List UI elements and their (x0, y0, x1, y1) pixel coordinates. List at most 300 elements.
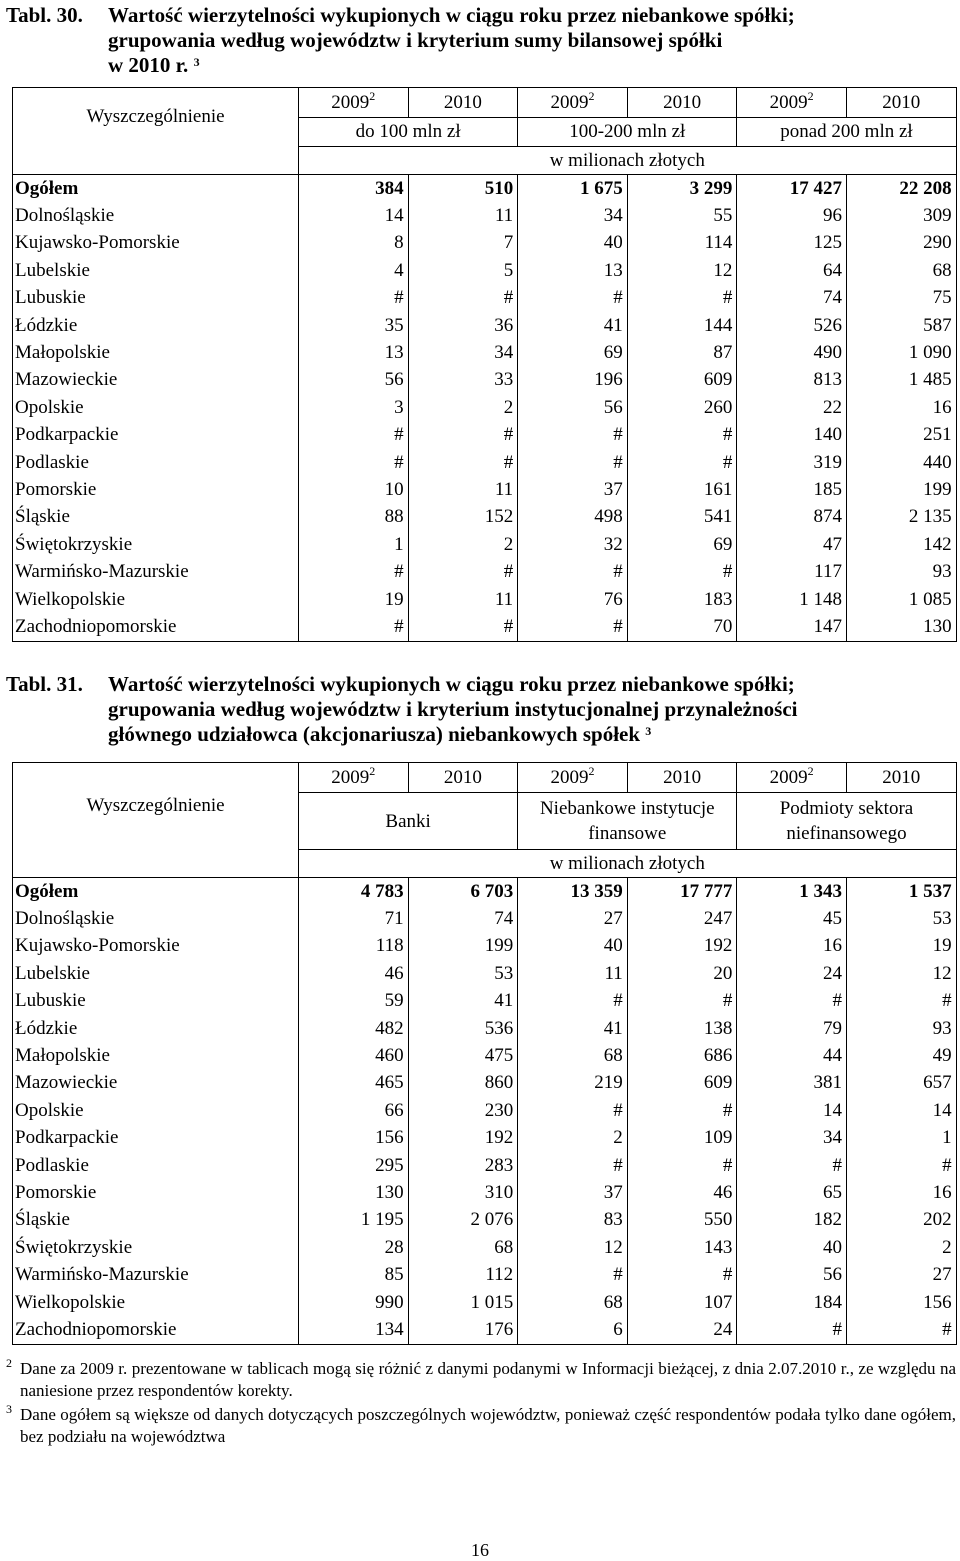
table-cell: 41 (408, 988, 518, 1015)
table-cell: 37 (518, 1179, 628, 1206)
table-cell: 182 (737, 1207, 847, 1234)
table-cell: # (518, 558, 628, 585)
footnote-text: Dane za 2009 r. prezentowane w tablicach mogą się różnić z danymi podanymi w Informacji bieżącej, z dnia 2.07.2010 r., ze względu na naniesione przez respondentów korekty. (20, 1359, 956, 1400)
table-cell: 19 (299, 586, 409, 613)
table-cell: 247 (627, 905, 737, 932)
table-cell: 41 (518, 312, 628, 339)
table-row (13, 1234, 957, 1261)
table-row (13, 1097, 957, 1124)
table-cell: # (299, 285, 409, 312)
table-cell: 1 195 (299, 1207, 409, 1234)
table-cell: 85 (299, 1261, 409, 1288)
table-row (13, 476, 957, 503)
table-cell: 88 (299, 504, 409, 531)
table-31-year-header: 2010 (846, 763, 956, 793)
table-row (13, 531, 957, 558)
table-31-year-header: 2009$^2$ (737, 763, 847, 793)
table-cell: # (627, 422, 737, 449)
table-cell: 290 (846, 230, 956, 257)
table-30-year-header: 2009$^2$ (299, 88, 409, 118)
table-cell: # (627, 285, 737, 312)
table-cell: 14 (846, 1097, 956, 1124)
table-cell: 510 (408, 175, 518, 203)
table-cell: 83 (518, 1207, 628, 1234)
table-cell: 11 (408, 202, 518, 229)
table-cell: 196 (518, 367, 628, 394)
table-row (13, 988, 957, 1015)
table-cell: 24 (627, 1316, 737, 1344)
table-30-unit: w milionach złotych (299, 147, 957, 175)
footnote-mark: 2 (6, 1356, 12, 1370)
table-row (13, 230, 957, 257)
row-label: Ogółem (13, 175, 299, 203)
table-row (13, 504, 957, 531)
row-label: Dolnośląskie (13, 905, 299, 932)
table-cell: 156 (299, 1125, 409, 1152)
row-label: Ogółem (13, 878, 299, 906)
table-31-caption-footnote-ref: 3 (645, 724, 652, 738)
table-cell: 44 (737, 1042, 847, 1069)
table-cell: 152 (408, 504, 518, 531)
table-31-group-header: Podmioty sektora niefinansowego (737, 793, 956, 850)
table-row (13, 613, 957, 641)
table-cell: # (627, 558, 737, 585)
table-row (13, 1289, 957, 1316)
table-30-year-header: 2010 (846, 88, 956, 118)
table-cell: 36 (408, 312, 518, 339)
table-cell: 11 (518, 960, 628, 987)
table-cell: 68 (518, 1289, 628, 1316)
table-cell: 76 (518, 586, 628, 613)
table-cell: 16 (737, 933, 847, 960)
table-cell: 2 135 (846, 504, 956, 531)
table-cell: 143 (627, 1234, 737, 1261)
row-label: Podkarpackie (13, 1125, 299, 1152)
table-cell: 230 (408, 1097, 518, 1124)
table-cell: 34 (408, 339, 518, 366)
table-cell: 45 (737, 905, 847, 932)
table-cell: # (518, 1261, 628, 1288)
table-cell: 13 359 (518, 878, 628, 906)
table-30-year-header: 2010 (627, 88, 737, 118)
footnote-mark: 3 (6, 1402, 12, 1416)
table-cell: # (299, 422, 409, 449)
table-30-stub-spacer (13, 147, 299, 175)
table-row (13, 1042, 957, 1069)
row-label: Lubelskie (13, 257, 299, 284)
table-cell: 130 (299, 1179, 409, 1206)
table-cell: # (627, 449, 737, 476)
table-cell: 33 (408, 367, 518, 394)
table-row (13, 1125, 957, 1152)
table-cell: 32 (518, 531, 628, 558)
table-cell: 130 (846, 613, 956, 641)
table-cell: 68 (518, 1042, 628, 1069)
table-cell: 460 (299, 1042, 409, 1069)
table-31-stub-header: Wyszczególnienie (13, 763, 299, 850)
table-cell: 609 (627, 1070, 737, 1097)
table-30-caption-footnote-ref: 3 (193, 55, 200, 69)
table-cell: 118 (299, 933, 409, 960)
table-cell: 1 485 (846, 367, 956, 394)
table-cell: 202 (846, 1207, 956, 1234)
table-row (13, 202, 957, 229)
table-row (13, 449, 957, 476)
table-cell: # (737, 1316, 847, 1344)
row-label: Małopolskie (13, 1042, 299, 1069)
table-cell: 14 (299, 202, 409, 229)
table-cell: # (846, 988, 956, 1015)
table-cell: 55 (627, 202, 737, 229)
table-cell: 184 (737, 1289, 847, 1316)
table-cell: 990 (299, 1289, 409, 1316)
row-label: Pomorskie (13, 1179, 299, 1206)
footnote-text: Dane ogółem są większe od danych dotyczących poszczególnych województw, ponieważ część respondentów podała tylko dane ogółem, bez podziału na województwa (20, 1405, 956, 1446)
table-cell: 199 (846, 476, 956, 503)
table-cell: # (408, 285, 518, 312)
table-cell: # (299, 558, 409, 585)
row-label: Lubuskie (13, 988, 299, 1015)
table-row (13, 558, 957, 585)
table-cell: 657 (846, 1070, 956, 1097)
row-label: Kujawsko-Pomorskie (13, 933, 299, 960)
table-31-unit: w milionach złotych (299, 850, 957, 878)
row-label: Dolnośląskie (13, 202, 299, 229)
table-cell: # (518, 1152, 628, 1179)
row-label: Małopolskie (13, 339, 299, 366)
table-cell: 134 (299, 1316, 409, 1344)
table-cell: 34 (518, 202, 628, 229)
table-cell: 47 (737, 531, 847, 558)
table-cell: # (627, 1097, 737, 1124)
table-cell: # (299, 449, 409, 476)
table-cell: 96 (737, 202, 847, 229)
table-cell: # (408, 449, 518, 476)
table-cell: 20 (627, 960, 737, 987)
row-label: Warmińsko-Mazurskie (13, 1261, 299, 1288)
table-cell: 295 (299, 1152, 409, 1179)
table-cell: 40 (518, 933, 628, 960)
table-row (13, 257, 957, 284)
table-cell: 526 (737, 312, 847, 339)
table-30-group-header: do 100 mln zł (299, 118, 518, 147)
table-cell: 11 (408, 586, 518, 613)
table-row (13, 905, 957, 932)
table-row (13, 1179, 957, 1206)
table-31-caption-line1: Wartość wierzytelności wykupionych w ciągu roku przez niebankowe spółki; (108, 672, 795, 696)
table-cell: 283 (408, 1152, 518, 1179)
table-row (13, 1015, 957, 1042)
table-cell: 56 (737, 1261, 847, 1288)
table-31-stub-spacer (13, 850, 299, 878)
table-cell: 22 (737, 394, 847, 421)
table-cell: 74 (408, 905, 518, 932)
row-label: Świętokrzyskie (13, 531, 299, 558)
table-cell: # (627, 988, 737, 1015)
page-number: 16 (471, 1540, 489, 1560)
row-label: Zachodniopomorskie (13, 613, 299, 641)
table-cell: 13 (518, 257, 628, 284)
table-cell: 310 (408, 1179, 518, 1206)
table-cell: 465 (299, 1070, 409, 1097)
table-cell: 4 (299, 257, 409, 284)
table-cell: # (518, 613, 628, 641)
table-cell: # (518, 988, 628, 1015)
table-cell: # (846, 1316, 956, 1344)
table-cell: # (299, 613, 409, 641)
table-cell: 19 (846, 933, 956, 960)
table-row (13, 960, 957, 987)
row-label: Wielkopolskie (13, 586, 299, 613)
table-cell: # (737, 1152, 847, 1179)
table-cell: 192 (627, 933, 737, 960)
table-cell: 138 (627, 1015, 737, 1042)
table-cell: 1 (846, 1125, 956, 1152)
table-cell: 6 (518, 1316, 628, 1344)
table-cell: 125 (737, 230, 847, 257)
table-cell: # (408, 613, 518, 641)
table-cell: 192 (408, 1125, 518, 1152)
table-31-caption-line2: grupowania według województw i kryterium instytucjonalnej przynależności (108, 697, 798, 721)
table-cell: 498 (518, 504, 628, 531)
table-30-caption (6, 3, 956, 78)
table-31-caption (6, 672, 956, 747)
table-cell: 1 343 (737, 878, 847, 906)
table-cell: # (518, 285, 628, 312)
table-cell: 161 (627, 476, 737, 503)
table-cell: 12 (518, 1234, 628, 1261)
table-cell: 8 (299, 230, 409, 257)
table-cell: 40 (518, 230, 628, 257)
table-total-row (13, 175, 957, 203)
row-label: Zachodniopomorskie (13, 1316, 299, 1344)
table-cell: 5 (408, 257, 518, 284)
table-cell: # (737, 988, 847, 1015)
row-label: Śląskie (13, 1207, 299, 1234)
table-cell: 10 (299, 476, 409, 503)
table-cell: 156 (846, 1289, 956, 1316)
table-30-caption-line1: Wartość wierzytelności wykupionych w ciągu roku przez niebankowe spółki; (108, 3, 795, 27)
table-cell: 185 (737, 476, 847, 503)
table-cell: 49 (846, 1042, 956, 1069)
table-cell: 17 427 (737, 175, 847, 203)
row-label: Opolskie (13, 1097, 299, 1124)
table-cell: 6 703 (408, 878, 518, 906)
table-cell: 70 (627, 613, 737, 641)
table-row (13, 586, 957, 613)
table-row (13, 422, 957, 449)
table-row (13, 394, 957, 421)
table-cell: 56 (299, 367, 409, 394)
table-cell: 12 (627, 257, 737, 284)
row-label: Śląskie (13, 504, 299, 531)
row-label: Podkarpackie (13, 422, 299, 449)
table-30-year-header: 2009$^2$ (737, 88, 847, 118)
table-cell: 3 299 (627, 175, 737, 203)
table-row (13, 339, 957, 366)
table-cell: 609 (627, 367, 737, 394)
table-cell: 2 076 (408, 1207, 518, 1234)
table-row (13, 933, 957, 960)
row-label: Podlaskie (13, 449, 299, 476)
table-cell: 112 (408, 1261, 518, 1288)
row-label: Podlaskie (13, 1152, 299, 1179)
table-cell: 550 (627, 1207, 737, 1234)
table-cell: 34 (737, 1125, 847, 1152)
table-cell: 16 (846, 394, 956, 421)
table-row (13, 367, 957, 394)
table-31 (12, 762, 957, 1345)
table-cell: 22 208 (846, 175, 956, 203)
table-cell: 27 (518, 905, 628, 932)
table-cell: 66 (299, 1097, 409, 1124)
footnote-3 (6, 1404, 956, 1448)
table-cell: 536 (408, 1015, 518, 1042)
table-30-year-header: 2010 (408, 88, 518, 118)
table-row (13, 1070, 957, 1097)
table-30 (12, 87, 957, 642)
table-cell: 482 (299, 1015, 409, 1042)
table-cell: 35 (299, 312, 409, 339)
table-cell: 68 (846, 257, 956, 284)
row-label: Lubelskie (13, 960, 299, 987)
table-cell: 12 (846, 960, 956, 987)
table-31-caption-line3: głównego udziałowca (akcjonariusza) niebankowych spółek (108, 722, 641, 746)
row-label: Mazowieckie (13, 1070, 299, 1097)
table-cell: # (518, 422, 628, 449)
table-row (13, 285, 957, 312)
table-cell: 541 (627, 504, 737, 531)
table-cell: 1 537 (846, 878, 956, 906)
table-cell: 28 (299, 1234, 409, 1261)
table-cell: 65 (737, 1179, 847, 1206)
table-cell: 2 (846, 1234, 956, 1261)
table-row (13, 1316, 957, 1344)
table-cell: 40 (737, 1234, 847, 1261)
table-cell: 117 (737, 558, 847, 585)
table-31-year-header: 2009$^2$ (518, 763, 628, 793)
table-cell: 37 (518, 476, 628, 503)
table-30-stub-header: Wyszczególnienie (13, 88, 299, 147)
table-cell: 813 (737, 367, 847, 394)
table-cell: 79 (737, 1015, 847, 1042)
table-cell: 4 783 (299, 878, 409, 906)
table-cell: 1 675 (518, 175, 628, 203)
table-cell: 144 (627, 312, 737, 339)
table-cell: 199 (408, 933, 518, 960)
table-cell: 14 (737, 1097, 847, 1124)
table-cell: 71 (299, 905, 409, 932)
table-cell: 27 (846, 1261, 956, 1288)
table-cell: 147 (737, 613, 847, 641)
table-cell: 93 (846, 1015, 956, 1042)
table-cell: 24 (737, 960, 847, 987)
table-cell: 1 085 (846, 586, 956, 613)
table-cell: 16 (846, 1179, 956, 1206)
table-cell: # (846, 1152, 956, 1179)
row-label: Mazowieckie (13, 367, 299, 394)
row-label: Łódzkie (13, 312, 299, 339)
table-cell: 219 (518, 1070, 628, 1097)
table-cell: 381 (737, 1070, 847, 1097)
table-30-group-header: 100-200 mln zł (518, 118, 737, 147)
table-cell: 64 (737, 257, 847, 284)
table-cell: 1 (299, 531, 409, 558)
table-cell: 107 (627, 1289, 737, 1316)
table-cell: 1 148 (737, 586, 847, 613)
table-cell: 75 (846, 285, 956, 312)
table-cell: 860 (408, 1070, 518, 1097)
row-label: Lubuskie (13, 285, 299, 312)
table-cell: 68 (408, 1234, 518, 1261)
table-cell: 3 (299, 394, 409, 421)
table-cell: 587 (846, 312, 956, 339)
table-cell: 41 (518, 1015, 628, 1042)
table-cell: 176 (408, 1316, 518, 1344)
table-cell: # (408, 422, 518, 449)
table-cell: 53 (408, 960, 518, 987)
table-31-tag: Tabl. 31. (6, 672, 83, 696)
table-cell: 114 (627, 230, 737, 257)
table-cell: 109 (627, 1125, 737, 1152)
table-cell: 251 (846, 422, 956, 449)
table-cell: 140 (737, 422, 847, 449)
table-30-year-header: 2009$^2$ (518, 88, 628, 118)
table-cell: 1 015 (408, 1289, 518, 1316)
table-cell: 46 (627, 1179, 737, 1206)
footnote-2 (6, 1358, 956, 1402)
table-cell: 490 (737, 339, 847, 366)
row-label: Pomorskie (13, 476, 299, 503)
table-cell: 74 (737, 285, 847, 312)
table-cell: 11 (408, 476, 518, 503)
table-cell: 2 (518, 1125, 628, 1152)
table-cell: 874 (737, 504, 847, 531)
table-31-group-header: Niebankowe instytucje finansowe (518, 793, 737, 850)
table-cell: 7 (408, 230, 518, 257)
row-label: Świętokrzyskie (13, 1234, 299, 1261)
table-cell: 142 (846, 531, 956, 558)
table-row (13, 1152, 957, 1179)
table-cell: 1 090 (846, 339, 956, 366)
table-cell: 260 (627, 394, 737, 421)
table-cell: # (627, 1261, 737, 1288)
table-cell: 56 (518, 394, 628, 421)
table-cell: 17 777 (627, 878, 737, 906)
table-row (13, 312, 957, 339)
table-30-caption-line2: grupowania według województw i kryterium sumy bilansowej spółki (108, 28, 723, 52)
table-cell: 46 (299, 960, 409, 987)
row-label: Łódzkie (13, 1015, 299, 1042)
table-cell: # (408, 558, 518, 585)
table-cell: 2 (408, 531, 518, 558)
table-31-year-header: 2010 (408, 763, 518, 793)
table-cell: 13 (299, 339, 409, 366)
row-label: Opolskie (13, 394, 299, 421)
table-cell: 2 (408, 394, 518, 421)
table-cell: 69 (518, 339, 628, 366)
table-cell: 93 (846, 558, 956, 585)
table-cell: 53 (846, 905, 956, 932)
footnotes (6, 1358, 956, 1450)
table-30-caption-line3: w 2010 r. (108, 53, 189, 77)
table-30-group-header: ponad 200 mln zł (737, 118, 956, 147)
table-cell: 384 (299, 175, 409, 203)
row-label: Wielkopolskie (13, 1289, 299, 1316)
table-cell: # (518, 1097, 628, 1124)
table-cell: 183 (627, 586, 737, 613)
table-cell: # (627, 1152, 737, 1179)
